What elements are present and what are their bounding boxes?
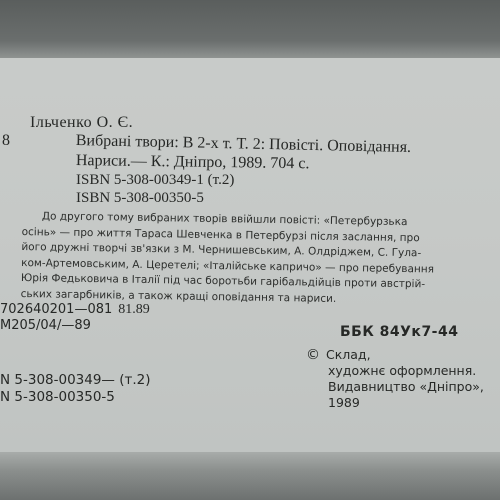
copyright-line-2: художнє оформлення. — [328, 363, 477, 378]
annotation-line: ських загарбників, а також кращі оповідання та нариси. — [20, 287, 337, 305]
annotation-line: ком-Артемовським, А. Церетелі; «Італійське капричо» — про перебування — [21, 256, 435, 275]
copyright-mark: © — [306, 347, 320, 363]
annotation-line: його дружні творчі зв'язки з М. Чернишевським, А. Олдріджем, С. Гула- — [21, 240, 422, 260]
isbn-bottom-line-2: N 5-308-00350-5 — [0, 389, 115, 405]
code-number: 702640201—081 — [0, 302, 113, 317]
isbn-bottom-line-1: N 5-308-00349— (т.2) — [0, 372, 151, 388]
code-price: 81.89 — [118, 302, 150, 317]
isbn-bottom-block — [0, 372, 151, 406]
margin-character: 8 — [2, 132, 10, 149]
annotation-line: Юрія Федьковича в Італії під час боротьби гарібальдійців проти австрій- — [20, 271, 426, 291]
isbn-set: ISBN 5-308-00350-5 — [76, 190, 204, 206]
author-name: Ільченко О. Є. — [30, 114, 134, 131]
title-line-1: Вибрані твори: В 2-х т. Т. 2: Повісті. Оповідання. — [75, 132, 412, 157]
annotation-paragraph — [21, 209, 492, 309]
bbk-code: ББК 84Ук7-44 — [340, 324, 459, 340]
isbn-volume-2: ISBN 5-308-00349-1 (т.2) — [76, 172, 235, 188]
annotation-line: До другого тому вибраних творів ввійшли повісті: «Петербурзька — [41, 210, 408, 229]
copyright-text: Склад, — [326, 347, 371, 362]
code-line-2: M205/04/—89 — [0, 318, 91, 333]
annotation-line: осінь» — про життя Тараса Шевченка в Петербурзі після заслання, про — [21, 225, 420, 244]
dark-background-bottom — [0, 452, 500, 500]
dark-background-top — [0, 0, 500, 58]
copyright-line-1 — [306, 347, 484, 363]
copyright-line-4: 1989 — [328, 395, 360, 410]
copyright-line-3: Видавництво «Дніпро», — [328, 379, 484, 394]
catalog-codes — [0, 302, 150, 334]
copyright-block — [306, 347, 484, 411]
code-line-1 — [0, 302, 150, 318]
title-line-2: Нариси.— К.: Дніпро, 1989. 704 с. — [75, 152, 310, 173]
